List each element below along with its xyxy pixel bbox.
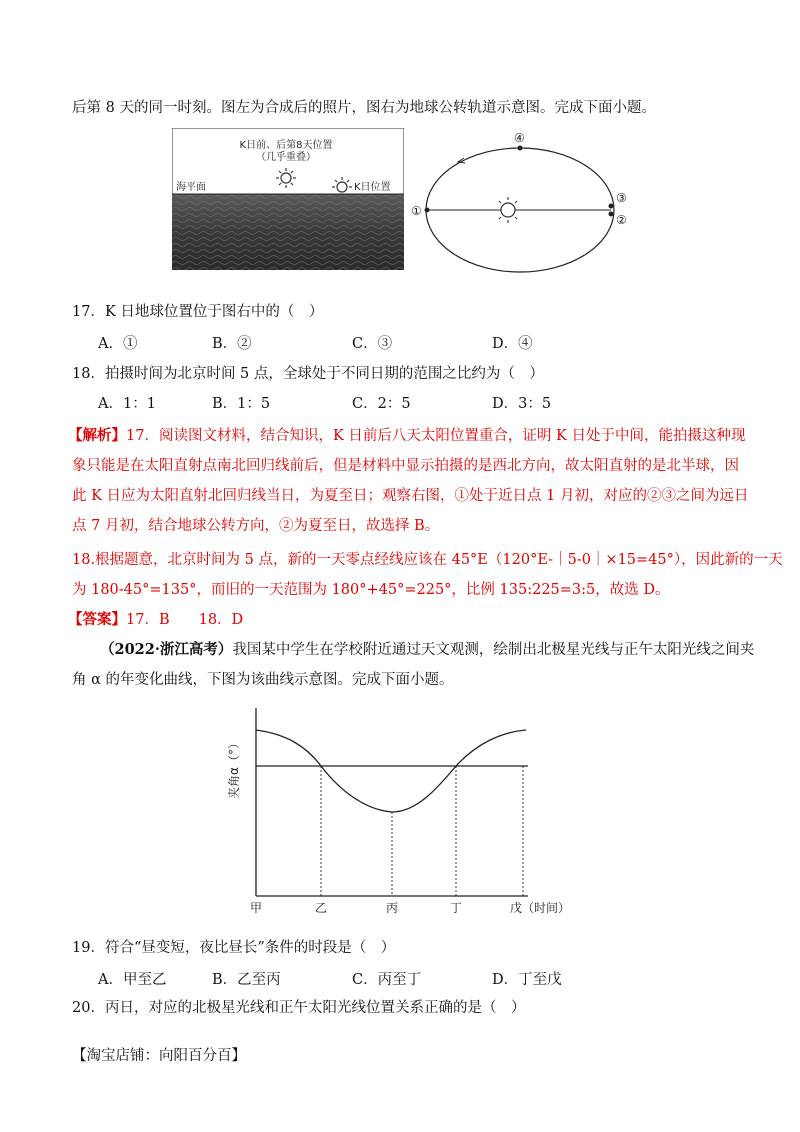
q18-option-d: D．3：5 bbox=[492, 396, 552, 412]
analysis-line-3: 此 K 日应为太阳直射北回归线当日，为夏至日；观察右图，①处于近日点 1 月初，对应的②③之间为远日 bbox=[72, 488, 749, 504]
analysis-line-5: 18.根据题意，北京时间为 5 点，新的一天零点经线应该在 45°E（120°E-｜5-0｜×15=45°），因此新的一天 bbox=[72, 552, 783, 568]
photo-label-top-2: （几乎重叠） bbox=[256, 152, 316, 163]
answer-line bbox=[68, 610, 243, 630]
intro-text-1: 我国某中学生在学校附近通过天文观测，绘制出北极星光线与正午太阳光线之间夹 bbox=[232, 642, 755, 658]
q19-stem: 19．符合“昼变短，夜比昼长”条件的时段是（ ） bbox=[72, 940, 396, 956]
x-label-ding: 丁 bbox=[450, 901, 463, 915]
x-label-wu: 戊（时间） bbox=[510, 901, 571, 915]
photo-label-top-1: K日前、后第8天位置 bbox=[239, 140, 333, 151]
q17-option-d: D．④ bbox=[492, 336, 533, 352]
q18-option-c: C．2：5 bbox=[352, 396, 411, 412]
orbit-pos-4: ④ bbox=[514, 131, 525, 145]
y-axis-label: 夹角α（°） bbox=[227, 737, 241, 799]
photo-label-sea: 海平面 bbox=[176, 182, 206, 193]
photo-label-k: K日位置 bbox=[354, 182, 391, 193]
footer-shop: 【淘宝店铺：向阳百分百】 bbox=[72, 1048, 246, 1064]
analysis-text-1: 17．阅读图文材料，结合知识，K 日前后八天太阳位置重合，证明 K 日处于中间，能拍摄这种现 bbox=[126, 428, 746, 444]
intro-line-1 bbox=[100, 640, 754, 660]
composite-photo bbox=[172, 128, 404, 270]
answer-tag: 【答案】 bbox=[68, 611, 126, 628]
q17-option-a: A．① bbox=[98, 336, 138, 352]
q19-option-c: C．丙至丁 bbox=[352, 972, 422, 988]
analysis-line-4: 点 7 月初，结合地球公转方向，②为夏至日，故选择 B。 bbox=[72, 518, 440, 534]
q19-option-a: A．甲至乙 bbox=[98, 972, 167, 988]
q17-option-c: C．③ bbox=[352, 336, 393, 352]
orbit-pos-3: ③ bbox=[616, 191, 627, 205]
orbit-pos-1: ① bbox=[411, 204, 422, 218]
answer-text: 17．B 18．D bbox=[126, 612, 244, 628]
analysis-tag: 【解析】 bbox=[68, 427, 126, 444]
orbit-diagram bbox=[408, 128, 640, 278]
q18-option-a: A．1：1 bbox=[98, 396, 156, 412]
x-label-jia: 甲 bbox=[250, 901, 263, 915]
analysis-line-1 bbox=[68, 426, 745, 446]
q17-stem: 17．K 日地球位置位于图右中的（ ） bbox=[72, 304, 324, 320]
alpha-curve-chart bbox=[226, 700, 576, 920]
q18-stem: 18．拍摄时间为北京时间 5 点，全球处于不同日期的范围之比约为（ ） bbox=[72, 366, 544, 382]
analysis-line-6: 为 180-45°=135°，而旧的一天范围为 180°+45°=225°，比例 135:225=3:5，故选 D。 bbox=[72, 582, 670, 598]
analysis-line-2: 象只能是在太阳直射点南北回归线前后，但是材料中显示拍摄的是西北方向，故太阳直射的是北半球，因 bbox=[72, 458, 739, 474]
x-label-yi: 乙 bbox=[315, 901, 328, 915]
intro-source: （2022·浙江高考） bbox=[100, 641, 233, 658]
intro-line-2: 角 α 的年变化曲线，下图为该曲线示意图。完成下面小题。 bbox=[72, 672, 454, 688]
q19-option-d: D．丁至戊 bbox=[492, 972, 562, 988]
q20-stem: 20．丙日，对应的北极星光线和正午太阳光线位置关系正确的是（ ） bbox=[72, 1000, 526, 1016]
q17-option-b: B．② bbox=[212, 336, 252, 352]
intro-continuation: 后第 8 天的同一时刻。图左为合成后的照片，图右为地球公转轨道示意图。完成下面小题。 bbox=[72, 100, 656, 116]
alpha-curve bbox=[256, 730, 526, 812]
q18-option-b: B．1：5 bbox=[212, 396, 271, 412]
orbit-pos-2: ② bbox=[616, 213, 627, 227]
q19-option-b: B．乙至丙 bbox=[212, 972, 281, 988]
x-label-bing: 丙 bbox=[386, 901, 399, 915]
